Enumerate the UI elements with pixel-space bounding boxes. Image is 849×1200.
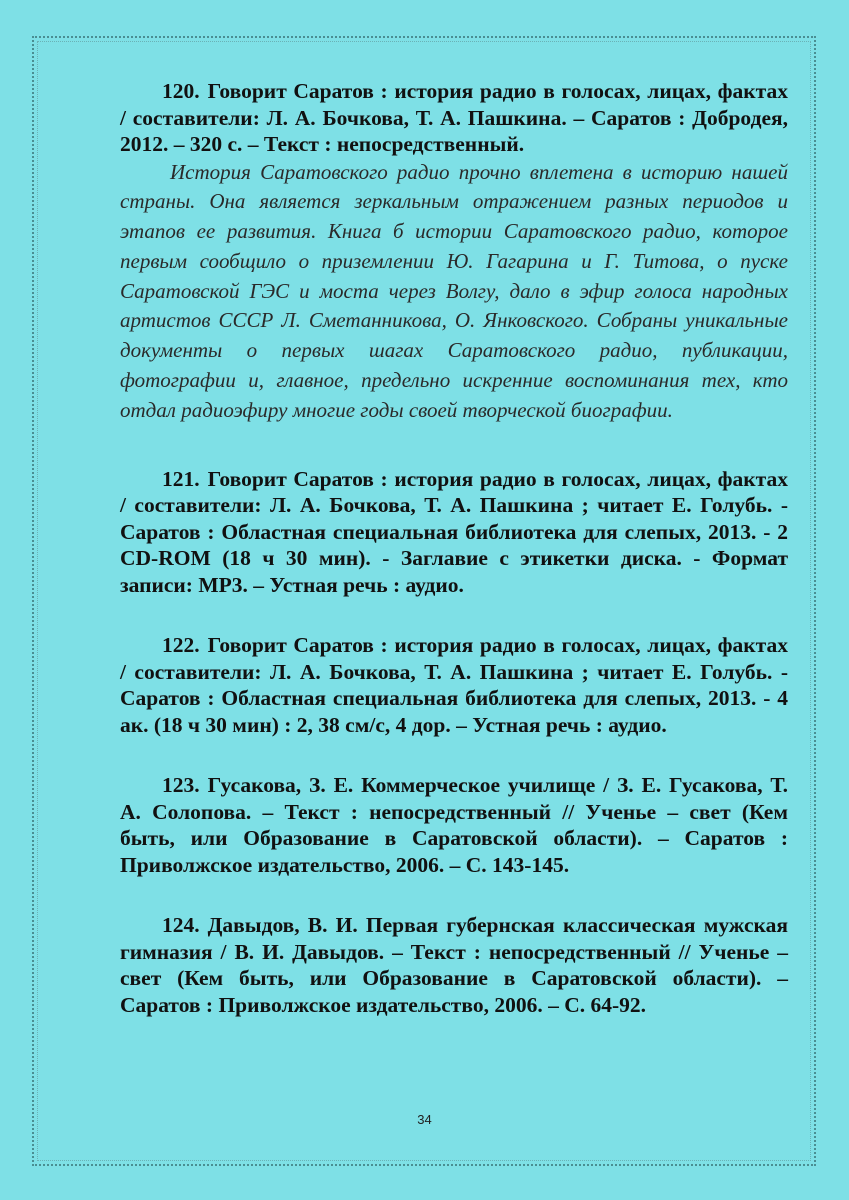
entry-number: 120.: [162, 79, 200, 103]
entry-number: 121.: [162, 466, 200, 491]
entry-text: Говорит Саратов : история радио в голосах, лицах, фактах / составители: Л. А. Бочкова, Т. А. Пашкина. – Саратов : Добродея, 2012. – 320 с. – Текст : непосредственный.: [120, 79, 788, 156]
bibliography-entry-120: [120, 78, 788, 158]
bibliography-entry-121: [120, 466, 788, 599]
entry-text: Давыдов, В. И. Первая губернская классическая мужская гимназия / В. И. Давыдов. – Текст : непосредственный // Ученье – свет (Кем быть, или Образование в Саратовской области). – Саратов : Приволжское издательство, 2006. – С. 64-92.: [120, 913, 788, 1017]
entry-number: 122.: [162, 633, 200, 658]
page-content: [120, 78, 788, 1052]
entry-number: 123.: [162, 773, 200, 798]
bibliography-entry-123: [120, 772, 788, 878]
entry-annotation-120: История Саратовского радио прочно вплетена в историю нашей страны. Она является зеркальным отражением разных периодов и этапов ее развития. Книга б истории Саратовского радио, которое первым сообщило о приземлении Ю. Гагарина и Г. Титова, о пуске Саратовской ГЭС и моста через Волгу, дало в эфир голоса народных артистов СССР Л. Сметанникова, О. Янковского. Собраны уникальные документы о первых шагах Саратовского радио, публикации, фотографии и, главное, предельно искренние воспоминания тех, кто отдал радиоэфиру многие годы своей творческой биографии.: [120, 159, 788, 422]
entry-text: Говорит Саратов : история радио в голосах, лицах, фактах / составители: Л. А. Бочкова, Т. А. Пашкина ; читает Е. Голубь. - Саратов : Областная специальная библиотека для слепых, 2013. - 2 CD-ROM (18 ч 30 мин). - Заглавие с этикетки диска. - Формат записи: MP3. – Устная речь : аудио.: [120, 466, 788, 597]
bibliography-entry-124: [120, 912, 788, 1018]
entry-number: 124.: [162, 913, 200, 938]
page-number: 34: [417, 1112, 432, 1127]
bibliography-entry-122: [120, 632, 788, 738]
entry-text: Гусакова, З. Е. Коммерческое училище / З. Е. Гусакова, Т. А. Солопова. – Текст : непосредственный // Ученье – свет (Кем быть, или Образование в Саратовской области). – Саратов : Приволжское издательство, 2006. – С. 143-145.: [120, 773, 788, 877]
entry-text: Говорит Саратов : история радио в голосах, лицах, фактах / составители: Л. А. Бочкова, Т. А. Пашкина ; читает Е. Голубь. - Саратов : Областная специальная библиотека для слепых, 2013. - 4 ак. (18 ч 30 мин) : 2, 38 см/с, 4 дор. – Устная речь : аудио.: [120, 633, 788, 737]
